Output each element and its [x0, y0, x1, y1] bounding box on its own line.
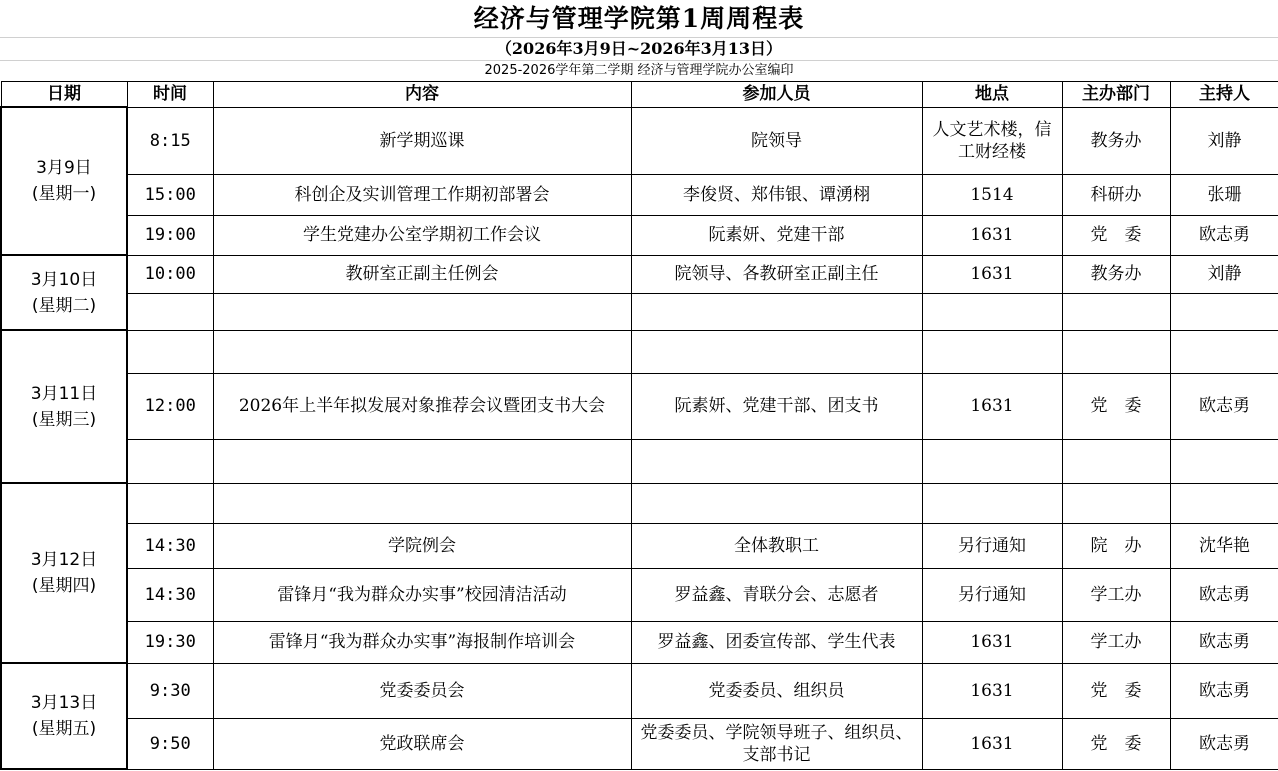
department-cell: 党 委: [1062, 718, 1170, 769]
header-attendees: 参加人员: [631, 82, 922, 108]
time-cell: 14:30: [127, 568, 213, 621]
table-row: [1, 373, 1278, 439]
compiler-line: 2025-2026学年第二学期 经济与管理学院办公室编印: [484, 63, 794, 78]
attendees-cell: [631, 483, 922, 523]
header-location: 地点: [922, 82, 1062, 108]
content-cell: 2026年上半年拟发展对象推荐会议暨团支书大会: [213, 373, 631, 439]
department-cell: 学工办: [1062, 621, 1170, 663]
table-row: [1, 293, 1278, 330]
header-time: 时间: [127, 82, 213, 108]
department-cell: [1062, 483, 1170, 523]
department-cell: 党 委: [1062, 215, 1170, 255]
header-content: 内容: [213, 82, 631, 108]
date-cell: [1, 330, 127, 483]
time-cell: [127, 483, 213, 523]
location-cell: 另行通知: [922, 523, 1062, 568]
weekday-label: (星期三): [31, 409, 97, 430]
attendees-cell: 罗益鑫、青联分会、志愿者: [631, 568, 922, 621]
host-cell: 刘静: [1170, 255, 1278, 293]
date-label: 3月12日: [30, 550, 98, 570]
content-cell: [213, 439, 631, 483]
department-cell: 党 委: [1062, 373, 1170, 439]
table-row: [1, 174, 1278, 215]
time-cell: 8:15: [127, 107, 213, 174]
content-cell: 党政联席会: [213, 718, 631, 769]
department-cell: [1062, 293, 1170, 330]
host-cell: 欧志勇: [1170, 621, 1278, 663]
attendees-cell: 全体教职工: [631, 523, 922, 568]
attendees-cell: 院领导、各教研室正副主任: [631, 255, 922, 293]
attendees-cell: 党委委员、组织员: [631, 663, 922, 718]
attendees-cell: 李俊贤、郑伟银、谭湧栩: [631, 174, 922, 215]
time-cell: 10:00: [127, 255, 213, 293]
date-cell: [1, 483, 127, 663]
department-cell: 教务办: [1062, 107, 1170, 174]
attendees-cell: 阮素妍、党建干部、团支书: [631, 373, 922, 439]
date-cell: [1, 255, 127, 330]
content-cell: 学院例会: [213, 523, 631, 568]
content-cell: [213, 293, 631, 330]
attendees-cell: [631, 330, 922, 373]
date-cell: [1, 663, 127, 769]
table-row: [1, 483, 1278, 523]
table-row: [1, 568, 1278, 621]
department-cell: 教务办: [1062, 255, 1170, 293]
time-cell: [127, 439, 213, 483]
table-row: [1, 255, 1278, 293]
header-date: 日期: [1, 82, 127, 108]
table-row: [1, 663, 1278, 718]
date-range-subtitle: （2026年3月9日~2026年3月13日）: [0, 37, 1278, 61]
host-cell: [1170, 330, 1278, 373]
content-cell: [213, 483, 631, 523]
content-cell: 雷锋月“我为群众办实事”校园清洁活动: [213, 568, 631, 621]
department-cell: 学工办: [1062, 568, 1170, 621]
date-label: 3月10日: [30, 269, 98, 290]
time-cell: [127, 293, 213, 330]
host-cell: 张珊: [1170, 174, 1278, 215]
time-cell: 19:30: [127, 621, 213, 663]
weekday-label: (星期一): [31, 184, 97, 204]
location-cell: 1631: [922, 255, 1062, 293]
content-cell: 教研室正副主任例会: [213, 255, 631, 293]
weekday-label: (星期四): [31, 576, 97, 596]
header-department: 主办部门: [1062, 82, 1170, 108]
attendees-cell: 党委委员、学院领导班子、组织员、支部书记: [631, 718, 922, 769]
host-cell: 刘静: [1170, 107, 1278, 174]
host-cell: [1170, 483, 1278, 523]
content-cell: 党委委员会: [213, 663, 631, 718]
host-cell: 欧志勇: [1170, 568, 1278, 621]
page-title: 经济与管理学院第1周周程表: [0, 0, 1278, 38]
table-row: [1, 523, 1278, 568]
date-label: 3月9日: [36, 158, 92, 178]
content-cell: 学生党建办公室学期初工作会议: [213, 215, 631, 255]
location-cell: [922, 439, 1062, 483]
location-cell: 1631: [922, 373, 1062, 439]
date-cell: [1, 107, 127, 255]
location-cell: 1631: [922, 718, 1062, 769]
attendees-cell: [631, 439, 922, 483]
date-label: 3月13日: [30, 693, 98, 713]
weekday-label: (星期二): [31, 295, 97, 316]
host-cell: 欧志勇: [1170, 373, 1278, 439]
table-row: [1, 330, 1278, 373]
table-row: [1, 439, 1278, 483]
attendees-cell: 阮素妍、党建干部: [631, 215, 922, 255]
location-cell: 1514: [922, 174, 1062, 215]
time-cell: 14:30: [127, 523, 213, 568]
schedule-table: [0, 81, 1278, 770]
host-cell: [1170, 293, 1278, 330]
location-cell: 1631: [922, 215, 1062, 255]
time-cell: [127, 330, 213, 373]
table-row: [1, 215, 1278, 255]
department-cell: 院 办: [1062, 523, 1170, 568]
attendees-cell: 罗益鑫、团委宣传部、学生代表: [631, 621, 922, 663]
department-cell: [1062, 439, 1170, 483]
location-cell: 人文艺术楼，信工财经楼: [922, 107, 1062, 174]
time-cell: 12:00: [127, 373, 213, 439]
content-cell: 新学期巡课: [213, 107, 631, 174]
date-label: 3月11日: [30, 383, 98, 404]
content-cell: 科创企及实训管理工作期初部署会: [213, 174, 631, 215]
content-cell: 雷锋月“我为群众办实事”海报制作培训会: [213, 621, 631, 663]
host-cell: 欧志勇: [1170, 663, 1278, 718]
table-row: [1, 718, 1278, 769]
location-cell: 1631: [922, 663, 1062, 718]
header-row: [1, 82, 1278, 108]
attendees-cell: [631, 293, 922, 330]
department-cell: 党 委: [1062, 663, 1170, 718]
location-cell: [922, 293, 1062, 330]
host-cell: 沈华艳: [1170, 523, 1278, 568]
location-cell: [922, 330, 1062, 373]
weekday-label: (星期五): [31, 719, 97, 739]
host-cell: [1170, 439, 1278, 483]
time-cell: 9:50: [127, 718, 213, 769]
department-cell: 科研办: [1062, 174, 1170, 215]
time-cell: 15:00: [127, 174, 213, 215]
department-cell: [1062, 330, 1170, 373]
location-cell: 另行通知: [922, 568, 1062, 621]
attendees-cell: 院领导: [631, 107, 922, 174]
location-cell: 1631: [922, 621, 1062, 663]
header-host: 主持人: [1170, 82, 1278, 108]
content-cell: [213, 330, 631, 373]
table-row: [1, 621, 1278, 663]
location-cell: [922, 483, 1062, 523]
host-cell: 欧志勇: [1170, 718, 1278, 769]
time-cell: 19:00: [127, 215, 213, 255]
host-cell: 欧志勇: [1170, 215, 1278, 255]
table-row: [1, 107, 1278, 174]
time-cell: 9:30: [127, 663, 213, 718]
